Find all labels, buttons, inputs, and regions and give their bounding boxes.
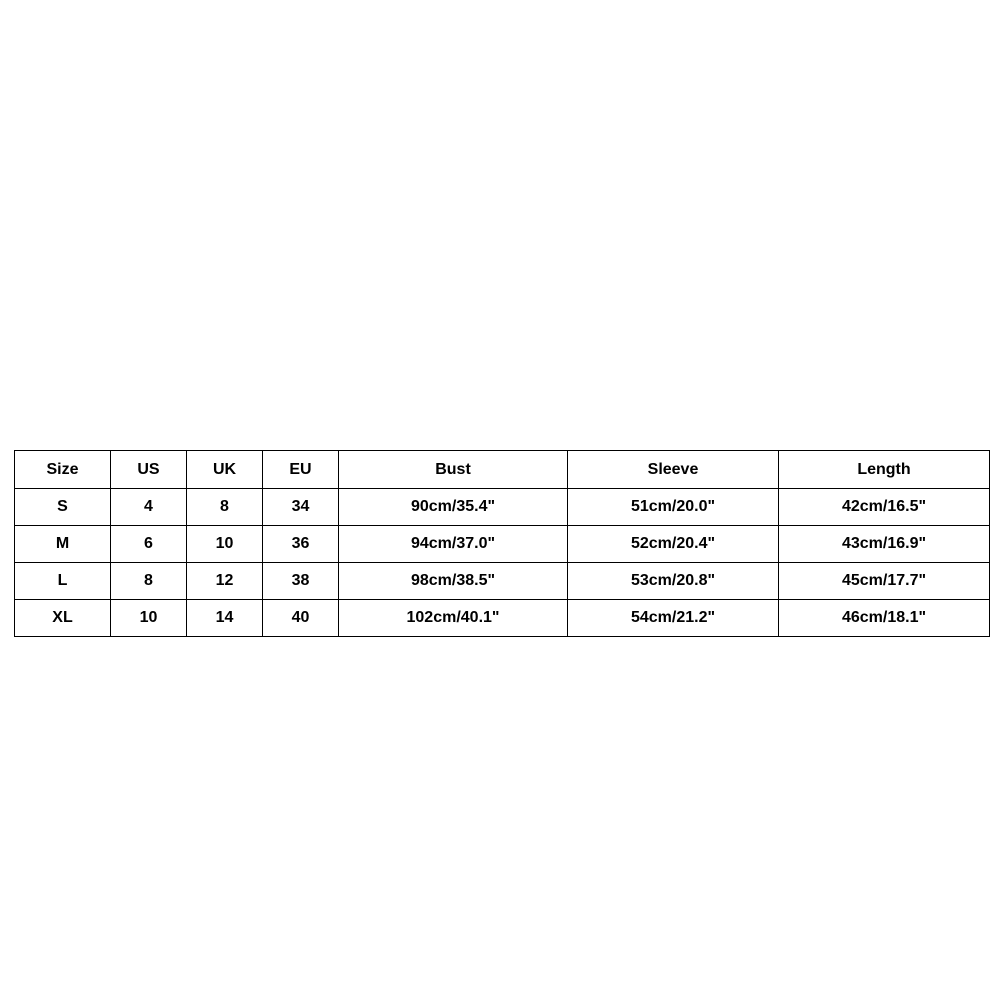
- size-chart-table: [14, 450, 990, 637]
- table-row: [15, 489, 990, 526]
- cell-bust: 94cm/37.0": [339, 526, 568, 563]
- cell-uk: 12: [187, 563, 263, 600]
- cell-eu: 38: [263, 563, 339, 600]
- header-row: [15, 451, 990, 489]
- cell-sleeve: 52cm/20.4": [568, 526, 779, 563]
- cell-length: 42cm/16.5": [779, 489, 990, 526]
- cell-length: 46cm/18.1": [779, 600, 990, 637]
- cell-length: 45cm/17.7": [779, 563, 990, 600]
- header-bust: Bust: [339, 451, 568, 489]
- cell-us: 8: [111, 563, 187, 600]
- cell-size: XL: [15, 600, 111, 637]
- cell-sleeve: 54cm/21.2": [568, 600, 779, 637]
- cell-eu: 36: [263, 526, 339, 563]
- cell-bust: 102cm/40.1": [339, 600, 568, 637]
- cell-us: 6: [111, 526, 187, 563]
- header-uk: UK: [187, 451, 263, 489]
- table-body: [15, 489, 990, 637]
- header-size: Size: [15, 451, 111, 489]
- cell-sleeve: 51cm/20.0": [568, 489, 779, 526]
- header-sleeve: Sleeve: [568, 451, 779, 489]
- table-row: [15, 600, 990, 637]
- header-length: Length: [779, 451, 990, 489]
- cell-size: L: [15, 563, 111, 600]
- table-row: [15, 526, 990, 563]
- cell-uk: 10: [187, 526, 263, 563]
- cell-us: 4: [111, 489, 187, 526]
- header-us: US: [111, 451, 187, 489]
- cell-size: S: [15, 489, 111, 526]
- cell-us: 10: [111, 600, 187, 637]
- cell-bust: 90cm/35.4": [339, 489, 568, 526]
- cell-uk: 8: [187, 489, 263, 526]
- cell-size: M: [15, 526, 111, 563]
- cell-eu: 34: [263, 489, 339, 526]
- cell-sleeve: 53cm/20.8": [568, 563, 779, 600]
- cell-length: 43cm/16.9": [779, 526, 990, 563]
- cell-eu: 40: [263, 600, 339, 637]
- table-header: [15, 451, 990, 489]
- cell-uk: 14: [187, 600, 263, 637]
- header-eu: EU: [263, 451, 339, 489]
- table-row: [15, 563, 990, 600]
- cell-bust: 98cm/38.5": [339, 563, 568, 600]
